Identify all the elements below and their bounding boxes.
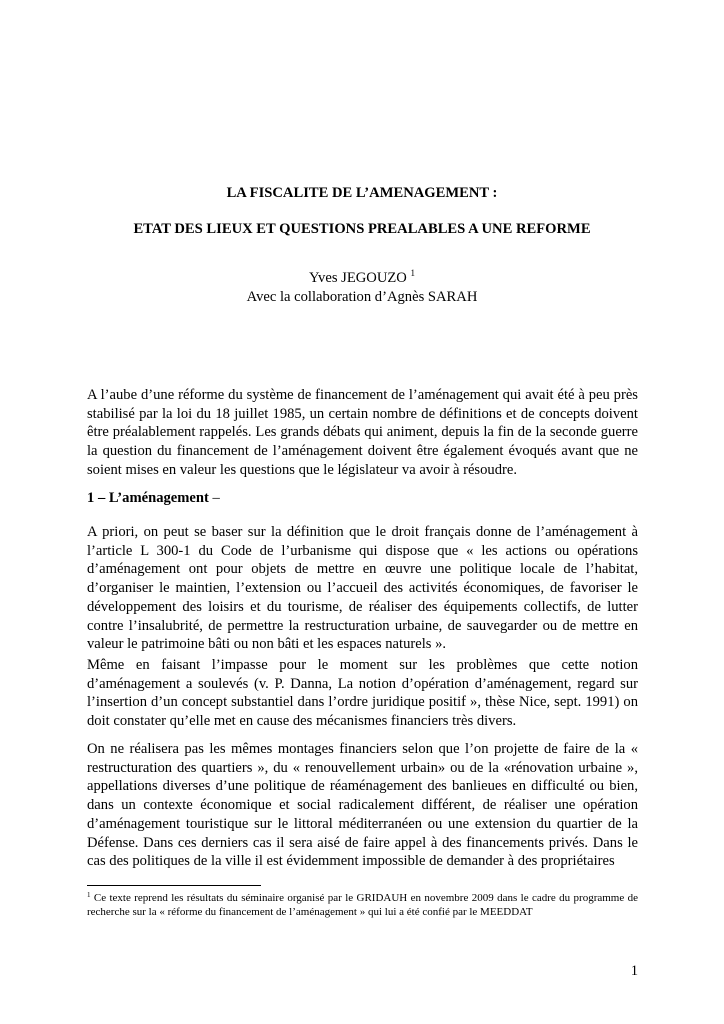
author-line bbox=[0, 268, 724, 288]
collaboration-line: Avec la collaboration d’Agnès SARAH bbox=[246, 289, 478, 305]
body-paragraph-notion: Même en faisant l’impasse pour le moment sur les problèmes que cette notion d’aménagement a soulevés (v. P. Danna, La notion d’opération d’aménagement, regard sur l’insertion d’un concept substantiel dans l’ordre juridique positif », thèse Nice, sept. 1991) on doit constater qu’elle met en cause des mécanismes financiers très divers. bbox=[87, 657, 638, 730]
footnote bbox=[87, 891, 638, 919]
section-heading bbox=[87, 489, 638, 508]
intro-paragraph: A l’aube d’une réforme du système de financement de l’aménagement qui avait été à peu près stabilisé par la loi du 18 juillet 1985, un certain nombre de définitions et de concepts doivent être préalablement rappelés. Les grands débats qui animent, depuis la fin de la seconde guerre la question du financement de l’aménagement doivent être également évoqués avant que ne soient mises en valeur les questions que le législateur va avoir à résoudre. bbox=[87, 387, 638, 478]
footnote-marker: 1 bbox=[87, 891, 91, 899]
section-heading-dash: – bbox=[208, 490, 220, 506]
section-heading-text: 1 – L’aménagement bbox=[87, 490, 209, 506]
page-number: 1 bbox=[630, 963, 638, 979]
author-footnote-marker: 1 bbox=[410, 268, 415, 278]
footnote-separator bbox=[87, 885, 261, 886]
body-paragraph-montages: On ne réalisera pas les mêmes montages financiers selon que l’on projette de faire de la « restructuration des quartiers », du « renouvellement urbain» ou de la «rénovation urbaine », appellations diverses d’une politique de réaménagement des banlieues en difficulté ou bien, dans un contexte économique et social radicalement différent, de réaliser une opération d’aménagement touristique sur le littoral méditerranéen ou une extension du quartier de la Défense. Dans ces derniers cas il sera aisé de faire appel à des financements privés. Dans le cas des politiques de la ville il est évidemment impossible de demander à des propriétaires bbox=[87, 741, 638, 870]
footnote-text: Ce texte reprend les résultats du séminaire organisé par le GRIDAUH en novembre 2009 dans le cadre du programme de recherche sur la « réforme du financement de l’aménagement » qui lui a été confié par le MEEDDAT bbox=[87, 892, 638, 919]
body-paragraph-definition: A priori, on peut se baser sur la définition que le droit français donne de l’aménagement à l’article L 300-1 du Code de l’urbanisme qui dispose que « les actions ou opérations d’aménagement ont pour objets de mettre en œuvre une politique locale de l’habitat, d’organiser le maintien, l’extension ou l’accueil des activités économiques, de favoriser le développement des loisirs et du tourisme, de réaliser des équipements collectifs, de lutter contre l’insalubrité, de permettre la restructuration urbaine, de sauvegarder ou de mettre en valeur le patrimoine bâti ou non bâti et les espaces naturels ». bbox=[87, 524, 638, 653]
author-name: Yves JEGOUZO bbox=[308, 270, 407, 286]
document-title: LA FISCALITE DE L’AMENAGEMENT : bbox=[226, 185, 498, 201]
document-subtitle: ETAT DES LIEUX ET QUESTIONS PREALABLES A UNE REFORME bbox=[133, 221, 591, 237]
